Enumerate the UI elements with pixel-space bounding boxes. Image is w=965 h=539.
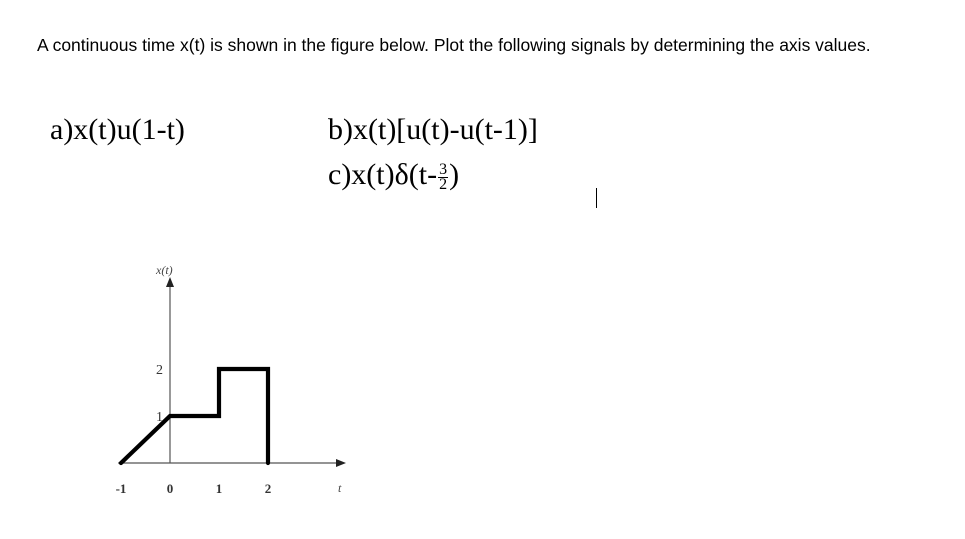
fraction-numerator: 3 [439,160,448,178]
part-c-expression [328,158,459,192]
x-axis-arrow [336,459,346,467]
x-axis-label: t [338,481,342,495]
x-tick-label: -1 [115,481,127,496]
part-c-prefix: c)x(t)δ(t- [328,158,438,191]
question-text: A continuous time x(t) is shown in the figure below. Plot the following signals by determining the axis values. [37,35,871,55]
signal-figure [100,255,360,505]
y-tick-label: 1 [156,410,163,425]
signal-plot [100,255,360,505]
part-b-expression: b)x(t)[u(t)-u(t-1)] [328,113,538,146]
signal-curve [121,369,268,463]
y-tick-label: 2 [156,363,163,378]
x-tick-label: 2 [264,481,272,496]
fraction-three-halves [438,160,448,193]
y-axis-arrow [166,277,174,287]
part-a-expression: a)x(t)u(1-t) [50,113,185,146]
fraction-denominator: 2 [439,175,448,193]
x-tick-label: 0 [166,481,174,496]
y-axis-label: x(t) [156,263,173,277]
part-c-suffix: ) [449,158,460,191]
text-cursor [596,188,597,208]
x-tick-label: 1 [215,481,223,496]
